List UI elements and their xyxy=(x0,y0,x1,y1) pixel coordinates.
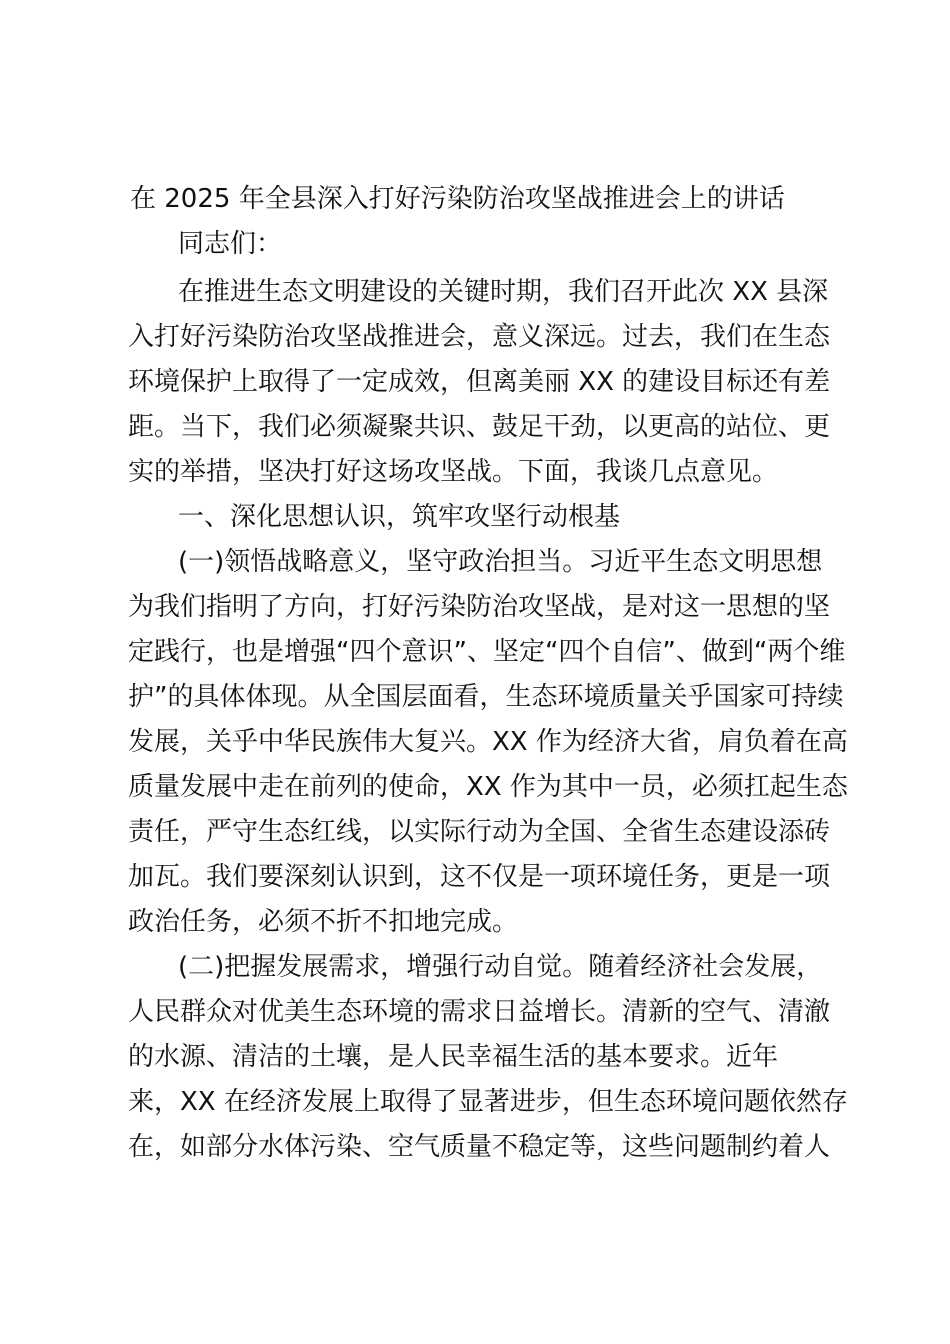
body-line: 入打好污染防治攻坚战推进会，意义深远。过去，我们在生态 xyxy=(128,322,831,352)
body-line: 质量发展中走在前列的使命，XX 作为其中一员，必须扛起生态 xyxy=(128,772,848,802)
body-line: 加瓦。我们要深刻认识到，这不仅是一项环境任务，更是一项 xyxy=(128,862,831,892)
body-line: 的水源、清洁的土壤，是人民幸福生活的基本要求。近年 xyxy=(128,1042,779,1072)
body-line: 为我们指明了方向，打好污染防治攻坚战，是对这一思想的坚 xyxy=(128,592,831,622)
body-line: 环境保护上取得了一定成效，但离美丽 XX 的建设目标还有差 xyxy=(128,367,831,397)
body-line: 护”的具体体现。从全国层面看，生态环境质量关乎国家可持续 xyxy=(128,682,844,712)
body-line: (二)把握发展需求，增强行动自觉。随着经济社会发展， xyxy=(178,952,823,982)
document-title: 在 2025 年全县深入打好污染防治攻坚战推进会上的讲话 xyxy=(130,184,785,214)
body-line: 人民群众对优美生态环境的需求日益增长。清新的空气、清澈 xyxy=(128,997,831,1027)
body-line: 政治任务，必须不折不扣地完成。 xyxy=(128,907,519,937)
body-line: 定践行，也是增强“四个意识”、坚定“四个自信”、做到“两个维 xyxy=(128,637,846,667)
body-line: 距。当下，我们必须凝聚共识、鼓足干劲，以更高的站位、更 xyxy=(128,412,831,442)
salutation: 同志们： xyxy=(178,229,283,259)
body-line: 在推进生态文明建设的关键时期，我们召开此次 XX 县深 xyxy=(178,277,829,307)
body-line: 责任，严守生态红线，以实际行动为全国、全省生态建设添砖 xyxy=(128,817,831,847)
body-line: 在，如部分水体污染、空气质量不稳定等，这些问题制约着人 xyxy=(128,1132,831,1162)
body-line: 实的举措，坚决打好这场攻坚战。下面，我谈几点意见。 xyxy=(128,457,779,487)
body-line: (一)领悟战略意义，坚守政治担当。习近平生态文明思想 xyxy=(178,547,823,577)
section-heading: 一、深化思想认识，筑牢攻坚行动根基 xyxy=(178,502,621,532)
body-line: 发展，关乎中华民族伟大复兴。XX 作为经济大省，肩负着在高 xyxy=(128,727,848,757)
body-line: 来，XX 在经济发展上取得了显著进步，但生态环境问题依然存 xyxy=(128,1087,848,1117)
